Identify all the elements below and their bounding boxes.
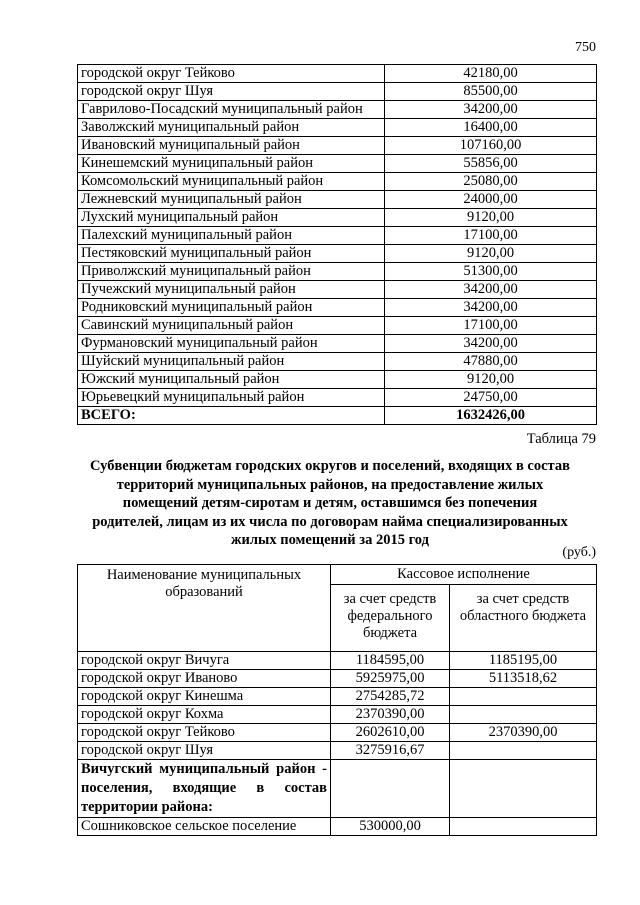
table-row: [78, 137, 597, 155]
subsidy-amount: 17100,00: [385, 227, 597, 245]
federal-amount: 3275916,67: [331, 742, 450, 760]
subsidy-amount: 24750,00: [385, 389, 597, 407]
regional-amount: [450, 818, 597, 836]
table-row: [78, 281, 597, 299]
table-row: [78, 155, 597, 173]
subsidy-amount: 34200,00: [385, 299, 597, 317]
title-line: родителей, лицам из их числа по договорам найма специализированных: [92, 513, 568, 530]
district-regional-cell: [450, 760, 597, 818]
subsidy-amount: 55856,00: [385, 155, 597, 173]
table-row: [78, 263, 597, 281]
settlement-name: Сошниковское сельское поселение: [78, 818, 331, 836]
header-federal-cell: [331, 585, 450, 652]
table-row: [78, 688, 597, 706]
table-row: [78, 652, 597, 670]
municipality-name: Южский муниципальный район: [78, 371, 385, 389]
municipality-name: городской округ Шуя: [78, 83, 385, 101]
subsidy-amount: 9120,00: [385, 371, 597, 389]
table-row: [78, 209, 597, 227]
municipality-name: городской округ Шуя: [78, 742, 331, 760]
table-row: [78, 173, 597, 191]
municipality-name: Родниковский муниципальный район: [78, 299, 385, 317]
header-regional: за счет средств областного бюджета: [459, 591, 587, 624]
subsidy-amount: 85500,00: [385, 83, 597, 101]
total-label: ВСЕГО:: [78, 407, 385, 425]
title-line: жилых помещений за 2015 год: [231, 532, 429, 549]
municipality-name: Кинешемский муниципальный район: [78, 155, 385, 173]
municipality-name: городской округ Вичуга: [78, 652, 331, 670]
total-amount: 1632426,00: [385, 407, 597, 425]
subsidy-table-continued: [77, 64, 597, 425]
table-row: [78, 389, 597, 407]
title-line: помещений детям-сиротам и детям, оставшимся без попечения: [122, 495, 538, 512]
subvention-table-body: [78, 565, 597, 836]
municipality-name: Приволжский муниципальный район: [78, 263, 385, 281]
regional-amount: 1185195,00: [450, 652, 597, 670]
district-row: [78, 760, 597, 818]
header-name-cell: [78, 565, 331, 652]
municipality-name: Юрьевецкий муниципальный район: [78, 389, 385, 407]
regional-amount: [450, 688, 597, 706]
header-regional-cell: [450, 585, 597, 652]
regional-amount: 5113518,62: [450, 670, 597, 688]
subsidy-amount: 34200,00: [385, 101, 597, 119]
table-row: [78, 245, 597, 263]
district-label: Вичугский муниципальный район - поселения, входящие в состав территории района:: [78, 760, 331, 818]
settlement-row: [78, 818, 597, 836]
table-row: [78, 317, 597, 335]
federal-amount: 2370390,00: [331, 706, 450, 724]
table-row: [78, 335, 597, 353]
subsidy-amount: 25080,00: [385, 173, 597, 191]
total-row: [78, 407, 597, 425]
municipality-name: Комсомольский муниципальный район: [78, 173, 385, 191]
municipality-name: Пучежский муниципальный район: [78, 281, 385, 299]
subsidy-amount: 47880,00: [385, 353, 597, 371]
subsidy-amount: 42180,00: [385, 65, 597, 83]
page-number: 750: [575, 40, 596, 55]
table-row: [78, 101, 597, 119]
federal-amount: 2602610,00: [331, 724, 450, 742]
table-row: [78, 227, 597, 245]
subsidy-amount: 24000,00: [385, 191, 597, 209]
header-federal: за счет средств федерального бюджета: [343, 591, 437, 641]
table-title: [60, 457, 600, 550]
table-row: [78, 299, 597, 317]
municipality-name: Шуйский муниципальный район: [78, 353, 385, 371]
subsidy-amount: 9120,00: [385, 209, 597, 227]
municipality-name: городской округ Кохма: [78, 706, 331, 724]
subsidy-amount: 17100,00: [385, 317, 597, 335]
municipality-name: Палехский муниципальный район: [78, 227, 385, 245]
federal-amount: 5925975,00: [331, 670, 450, 688]
table-row: [78, 353, 597, 371]
table-row: [78, 371, 597, 389]
municipality-name: Пестяковский муниципальный район: [78, 245, 385, 263]
table-label: Таблица 79: [526, 431, 596, 447]
regional-amount: 2370390,00: [450, 724, 597, 742]
title-line: территорий муниципальных районов, на предоставление жилых: [116, 476, 544, 493]
municipality-name: Гаврилово-Посадский муниципальный район: [78, 101, 385, 119]
federal-amount: 2754285,72: [331, 688, 450, 706]
table-row: [78, 670, 597, 688]
subsidy-amount: 34200,00: [385, 335, 597, 353]
municipality-name: городской округ Кинешма: [78, 688, 331, 706]
title-line: Субвенции бюджетам городских округов и поселений, входящих в состав: [90, 458, 570, 474]
header-exec-cell: [331, 565, 597, 585]
unit-label: (руб.): [562, 545, 596, 560]
regional-amount: [450, 742, 597, 760]
subsidy-amount: 107160,00: [385, 137, 597, 155]
regional-amount: [450, 706, 597, 724]
table-row: [78, 742, 597, 760]
header-exec: Кассовое исполнение: [397, 566, 530, 582]
municipality-name: городской округ Тейково: [78, 65, 385, 83]
subvention-table: [77, 564, 597, 836]
table-row: [78, 65, 597, 83]
table-row: [78, 191, 597, 209]
table-row: [78, 119, 597, 137]
table-row: [78, 706, 597, 724]
district-federal-cell: [331, 760, 450, 818]
municipality-name: Лухский муниципальный район: [78, 209, 385, 227]
subsidy-amount: 34200,00: [385, 281, 597, 299]
subsidy-amount: 9120,00: [385, 245, 597, 263]
table-row: [78, 83, 597, 101]
municipality-name: Заволжский муниципальный район: [78, 119, 385, 137]
header-name: Наименование муниципальных образований: [106, 567, 302, 600]
table-row: [78, 724, 597, 742]
municipality-name: Лежневский муниципальный район: [78, 191, 385, 209]
subsidy-table-body: [78, 65, 597, 425]
header-row: [78, 565, 597, 585]
municipality-name: Ивановский муниципальный район: [78, 137, 385, 155]
municipality-name: Савинский муниципальный район: [78, 317, 385, 335]
subsidy-amount: 51300,00: [385, 263, 597, 281]
municipality-name: городской округ Тейково: [78, 724, 331, 742]
municipality-name: Фурмановский муниципальный район: [78, 335, 385, 353]
subsidy-amount: 16400,00: [385, 119, 597, 137]
federal-amount: 1184595,00: [331, 652, 450, 670]
municipality-name: городской округ Иваново: [78, 670, 331, 688]
federal-amount: 530000,00: [331, 818, 450, 836]
